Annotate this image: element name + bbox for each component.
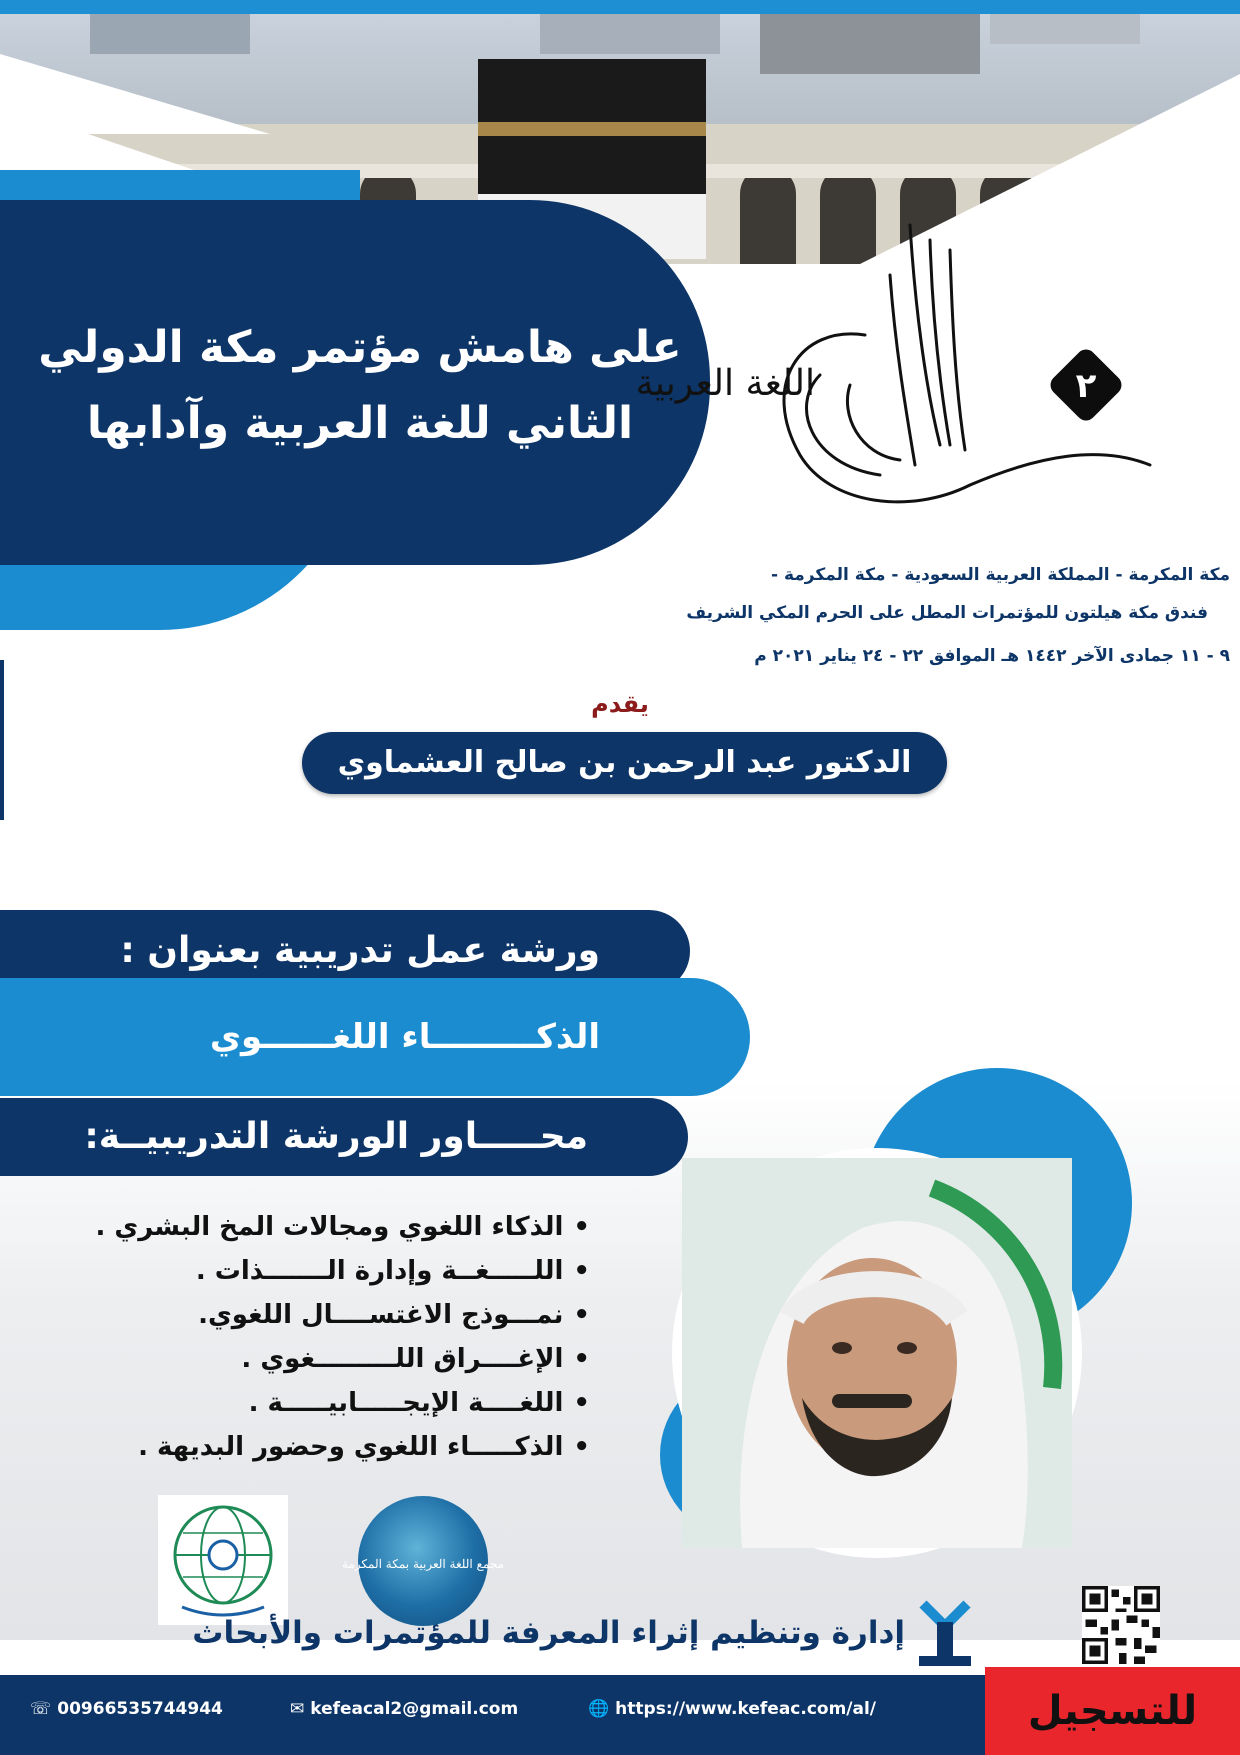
contact-phone[interactable]: [30, 1699, 223, 1719]
mail-icon: ✉: [290, 1699, 305, 1719]
event-title-line-1: على هامش مؤتمر مكة الدولي: [38, 322, 682, 373]
list-item: • الذكـــــاء اللغوي وحضور البديهة .: [60, 1425, 590, 1469]
website-url: https://www.kefeac.com/al/: [615, 1699, 877, 1719]
workshop-title: الذكـــــــــاء اللغــــــوي: [0, 978, 750, 1096]
calligraphy-logo-icon: [635, 215, 1160, 545]
venue-location: مكة المكرمة - المملكة العربية السعودية - مكة المكرمة -: [770, 565, 1230, 585]
workshop-axes-label: محـــــاور الورشة التدريبيــة:: [0, 1098, 688, 1176]
organizer-name: إدارة وتنظيم إثراء المعرفة للمؤتمرات والأبحاث: [192, 1615, 905, 1651]
partner-logo-text: مجمع اللغة العربية بمكة المكرمة: [341, 1557, 505, 1571]
event-dates: ٩ - ١١ جمادى الآخر ١٤٤٢ هـ الموافق ٢٢ - ٢٤ يناير ٢٠٢١ م: [754, 646, 1230, 666]
partner-logo-globe: [158, 1495, 288, 1625]
list-item: • الإغــــراق اللـــــــــغوي .: [60, 1337, 590, 1381]
event-title: [30, 310, 690, 462]
conference-logo: [635, 215, 1160, 545]
contact-website[interactable]: [588, 1699, 876, 1719]
contact-email[interactable]: [290, 1699, 518, 1719]
list-item: • نمـــوذج الاغتســــال اللغوي.: [60, 1293, 590, 1337]
list-item: • اللغــــة الإيجـــــابيـــــة .: [60, 1381, 590, 1425]
email-address: kefeacal2@gmail.com: [310, 1699, 519, 1719]
registration-qr-code[interactable]: [1082, 1586, 1160, 1664]
logo-edition-number: ٢: [1075, 366, 1097, 406]
workshop-axes-list: [60, 1205, 590, 1469]
globe-icon: 🌐: [588, 1699, 610, 1719]
partner-logo-arabic-academy: [341, 1496, 505, 1626]
decorative-edge-line: [0, 660, 4, 820]
presenter-portrait: [672, 1148, 1082, 1558]
logo-text: اللغة العربية: [635, 363, 815, 404]
top-accent-strip: [0, 0, 1240, 14]
list-item: • الذكاء اللغوي ومجالات المخ البشري .: [60, 1205, 590, 1249]
presenter-name: الدكتور عبد الرحمن بن صالح العشماوي: [302, 732, 947, 794]
register-button[interactable]: للتسجيل: [985, 1667, 1240, 1755]
organizer-logo-icon: [915, 1600, 975, 1670]
phone-number: 00966535744944: [57, 1699, 223, 1719]
workshop-label: ورشة عمل تدريبية بعنوان :: [0, 910, 690, 992]
phone-icon: ☏: [30, 1699, 52, 1719]
event-title-line-2: الثاني للغة العربية وآدابها: [86, 398, 634, 449]
presents-label: يقدم: [591, 690, 649, 718]
venue-hotel: فندق مكة هيلتون للمؤتمرات المطل على الحرم المكي الشريف: [686, 603, 1208, 623]
list-item: • اللـــــغــة وإدارة الـــــــذات .: [60, 1249, 590, 1293]
